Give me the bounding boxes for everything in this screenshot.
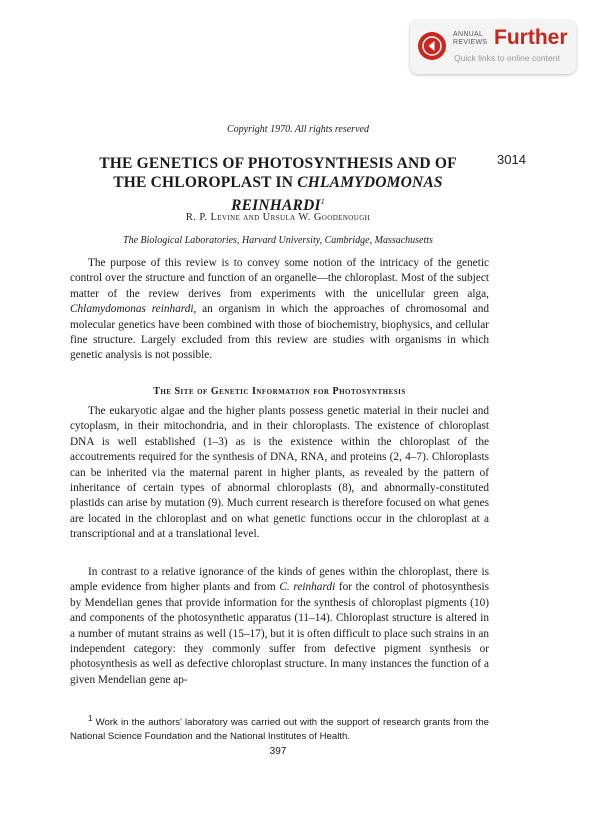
title-line-1: THE GENETICS OF PHOTOSYNTHESIS AND OF — [99, 155, 457, 172]
article-title — [70, 154, 486, 215]
section-heading: The Site of Genetic Information for Photosynthesis — [153, 386, 406, 397]
title-line-2: THE CHLOROPLAST IN CHLAMYDOMONAS — [113, 174, 443, 191]
affiliation: The Biological Laboratories, Harvard University, Cambridge, Massachusetts — [123, 235, 433, 246]
annual-reviews-brand: ANNUAL REVIEWS — [453, 31, 488, 46]
page-number: 397 — [269, 746, 287, 757]
footnote-mark: 1 — [88, 714, 93, 723]
play-arrow-icon — [418, 32, 446, 60]
title-footnote-mark: 1 — [320, 197, 325, 206]
further-title: Further — [494, 26, 568, 49]
quick-links-subtitle: Quick links to online content — [454, 53, 560, 63]
paragraph-1: The purpose of this review is to convey some notion of the intricacy of the genetic control over the structure and function of an organelle—the chloroplast. Most of the subject matter of the review derives from experiments with the unicellular green alga, Chlamydomonas reinhardi, an organism in which the approaches of chromosomal and molecular genetics have been combined with those of biochemistry, biophysics, and cellular fine structure. Largely excluded from this review are studies with organisms in which genetic analysis is not possible. — [70, 257, 489, 362]
annual-reviews-further-banner[interactable] — [410, 20, 576, 74]
copyright-line: Copyright 1970. All rights reserved — [227, 124, 369, 135]
authors: R. P. Levine and Ursula W. Goodenough — [185, 212, 371, 223]
article-code: 3014 — [497, 152, 526, 167]
paragraph-3: In contrast to a relative ignorance of the kinds of genes within the chloroplast, there is ample evidence from higher plants and from C. reinhardi for the control of photosynthesis by Mendelian genes that provide information for the synthesis of chloroplast pigments (10) and components of the photosynthetic apparatus (11–14). Chloroplast structure is altered in a number of mutant strains as well (15–17), but it is often difficult to place such strains in an independent category: they commonly suffer from defective pigment synthesis or photosynthesis as well as defective chloroplast structure. In many instances the function of a given Mendelian gene ap- — [70, 566, 489, 686]
footnote: $^1$ Work in the authors' laboratory was carried out with the support of research grants from the National Science Foundation and the National Institutes of Health. — [70, 714, 489, 743]
title-line-3: REINHARDI$^1$ — [231, 197, 325, 215]
paragraph-2: The eukaryotic algae and the higher plants possess genetic material in their nuclei and cytoplasm, in their mitochondria, and in their chloroplasts. The existence of chloroplast DNA is well established (1–3) as is the existence within the chloroplast of the accoutrements required for the synthesis of DNA, RNA, and proteins (2, 4–7). Chloroplasts can be inherited via the maternal parent in higher plants, as revealed by the pattern of inheritance of certain types of abnormal chloroplasts (8), and abnormally-constituted plastids can arise by mutation (9). Much current research is therefore focused on what genes are located in the chloroplast and on what genetic functions occur in the chloroplast at a transcriptional and at a translational level. — [70, 405, 489, 541]
